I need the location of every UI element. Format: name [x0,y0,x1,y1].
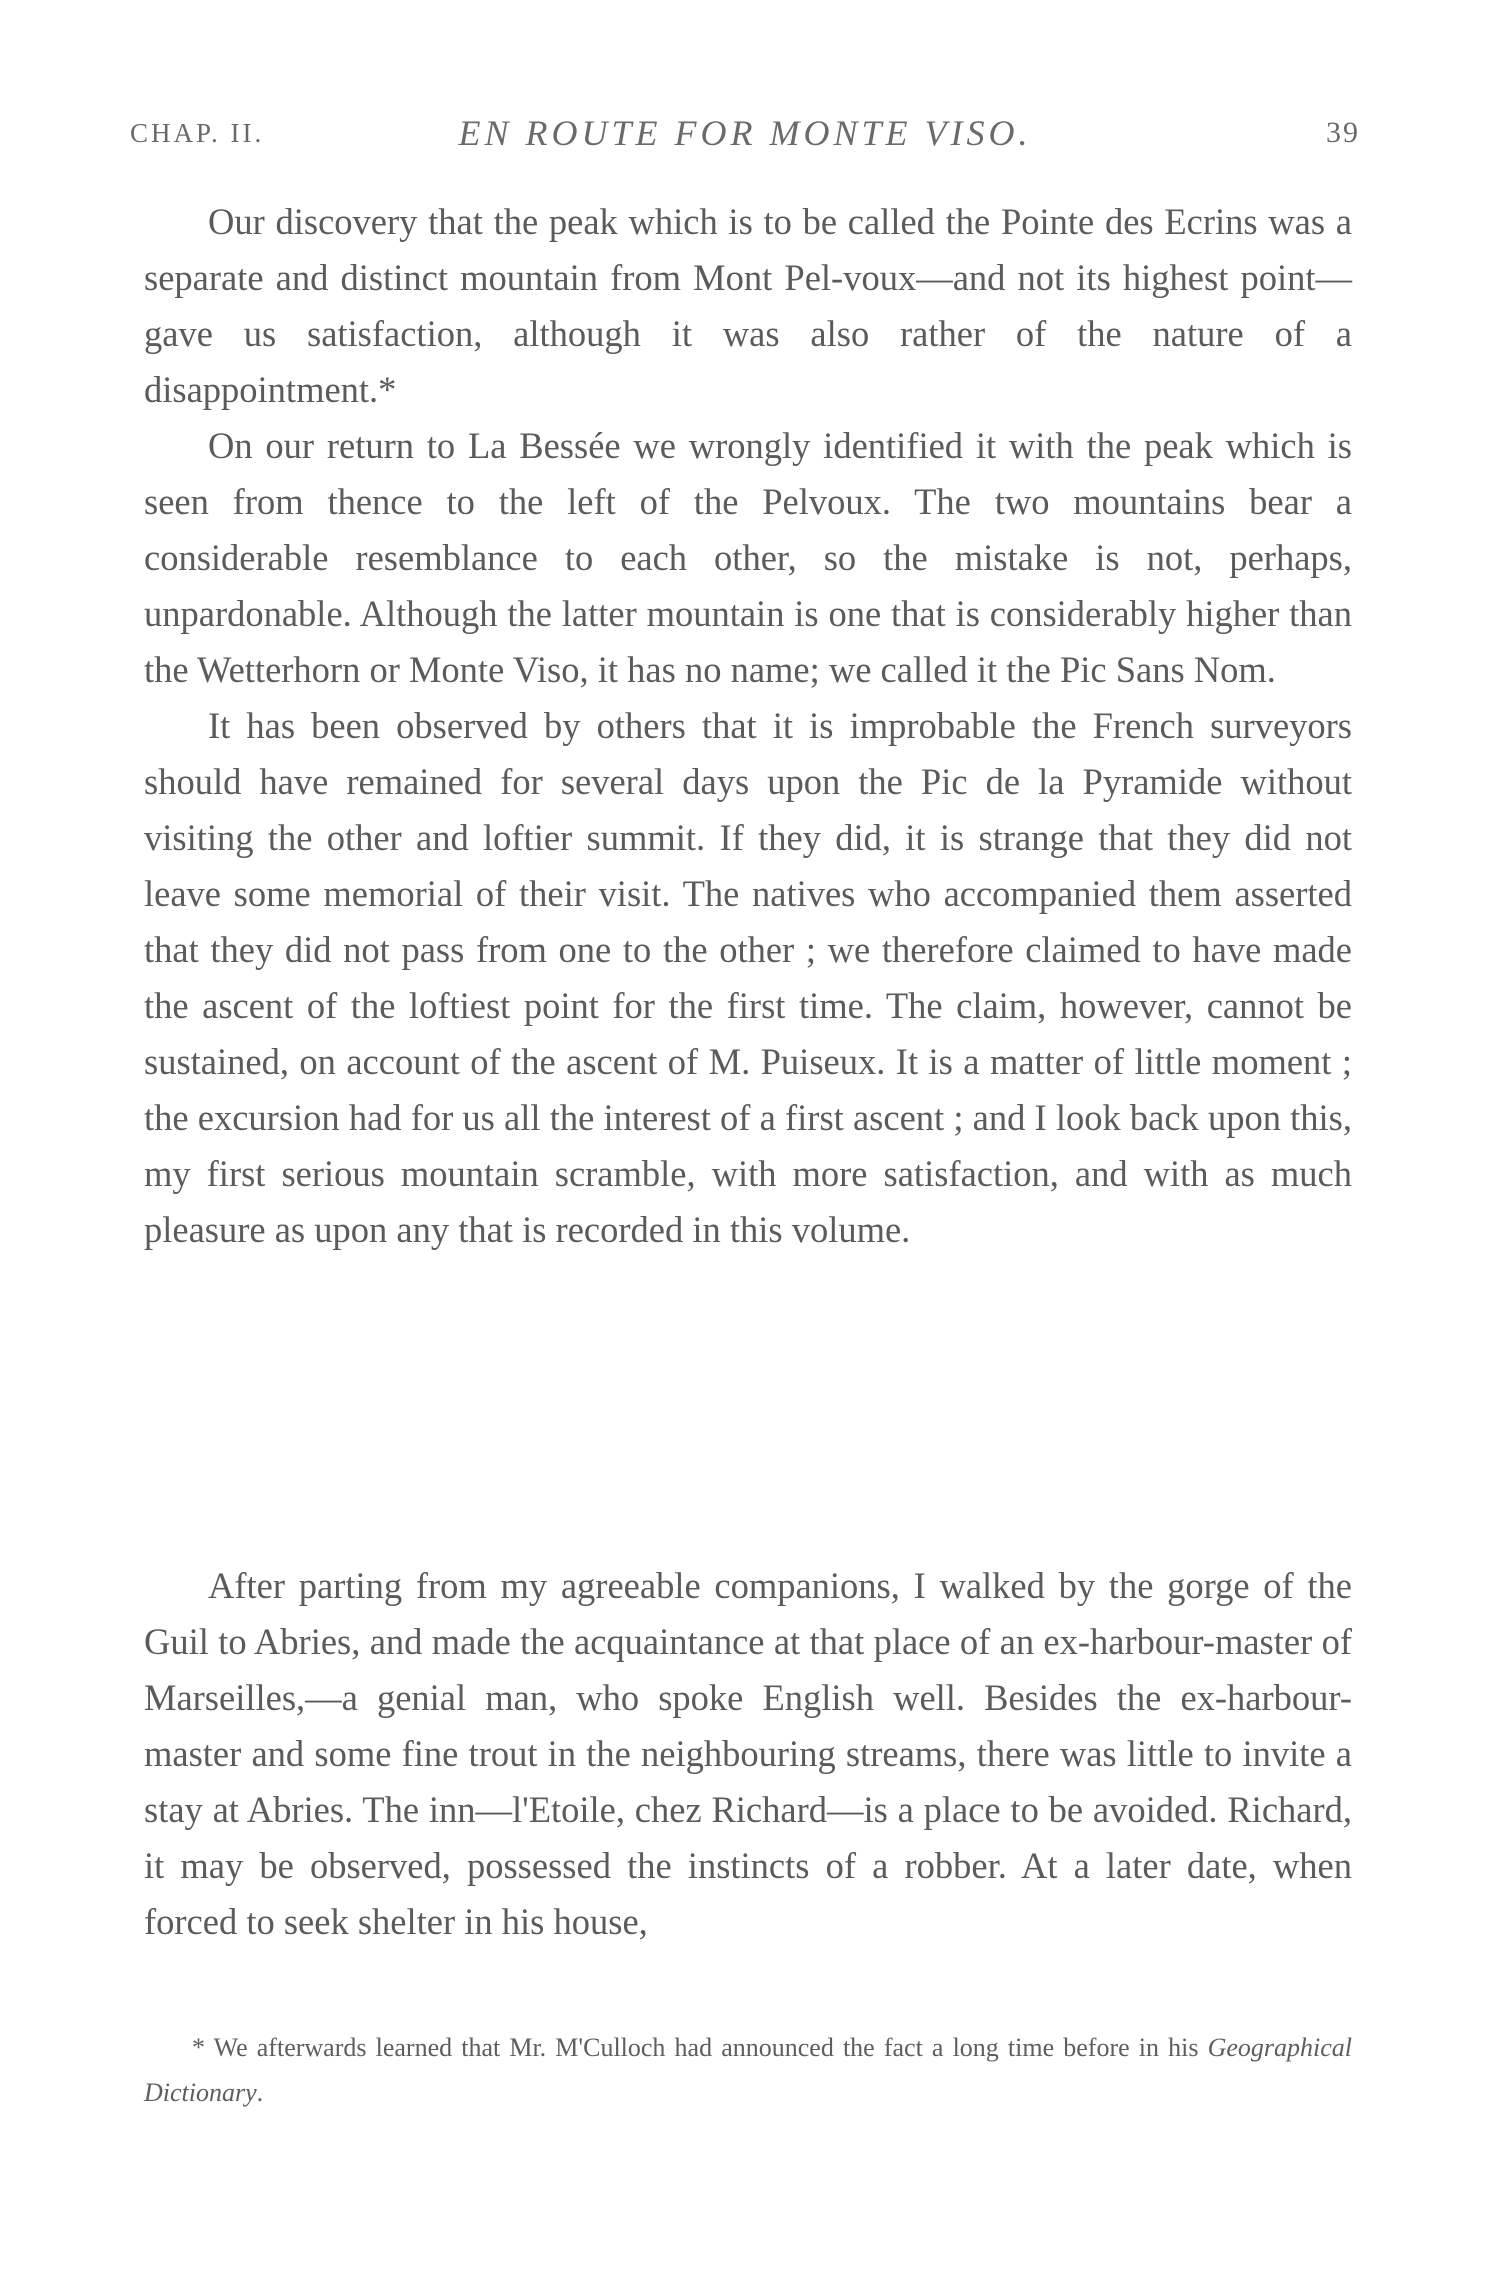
main-text-section-2 [144,1558,1352,1950]
running-header [130,112,1360,162]
footnote-book-title: Geographical Dictionary [144,2033,1352,2107]
chapter-label: CHAP. II. [130,118,265,148]
paragraph-pic-sans-nom: On our return to La Bessée we wrongly identified it with the peak which is seen from thence to the left of the Pelvoux. The two mountains bear a considerable resemblance to each other, so the mistake is not, perhaps, unpardonable. Although the latter mountain is one that is considerably higher than the Wetterhorn or Monte Viso, it has no name; we called it the Pic Sans Nom. [144,425,1352,690]
running-title: EN ROUTE FOR MONTE VISO. [458,113,1032,153]
footnote-end: . [256,2078,264,2107]
paragraph-french-surveyors: It has been observed by others that it is improbable the French surveyors should have remained for several days upon the Pic de la Pyramide without visiting the other and loftier summit. If they did, it is strange that they did not leave some memorial of their visit. The natives who accompanied them asserted that they did not pass from one to the other ; we therefore claimed to have made the ascent of the loftiest point for the first time. The claim, however, cannot be sustained, on account of the ascent of M. Puiseux. It is a matter of little moment ; the excursion had for us all the interest of a first ascent ; and I look back upon this, my first serious mountain scramble, with more satisfaction, and with as much pleasure as upon any that is recorded in this volume. [144,705,1352,1250]
footnote [144,2025,1352,2115]
page-number: 39 [1326,116,1360,149]
paragraph-ecrins-discovery: Our discovery that the peak which is to be called the Pointe des Ecrins was a separate and distinct mountain from Mont Pel-voux—and not its highest point—gave us satisfaction, although it was also rather of the nature of a disappointment.* [144,201,1352,410]
footnote-text: * We afterwards learned that Mr. M'Culloch had announced the fact a long time before in his [192,2033,1208,2062]
paragraph-abries: After parting from my agreeable companions, I walked by the gorge of the Guil to Abries, and made the acquaintance at that place of an ex-harbour-master of Marseilles,—a genial man, who spoke English well. Besides the ex-harbour-master and some fine trout in the neighbouring streams, there was little to invite a stay at Abries. The inn—l'Etoile, chez Richard—is a place to be avoided. Richard, it may be observed, possessed the instincts of a robber. At a later date, when forced to seek shelter in his house, [144,1565,1352,1942]
main-text-section-1 [144,194,1352,1258]
footnote-paragraph [144,2025,1352,2115]
